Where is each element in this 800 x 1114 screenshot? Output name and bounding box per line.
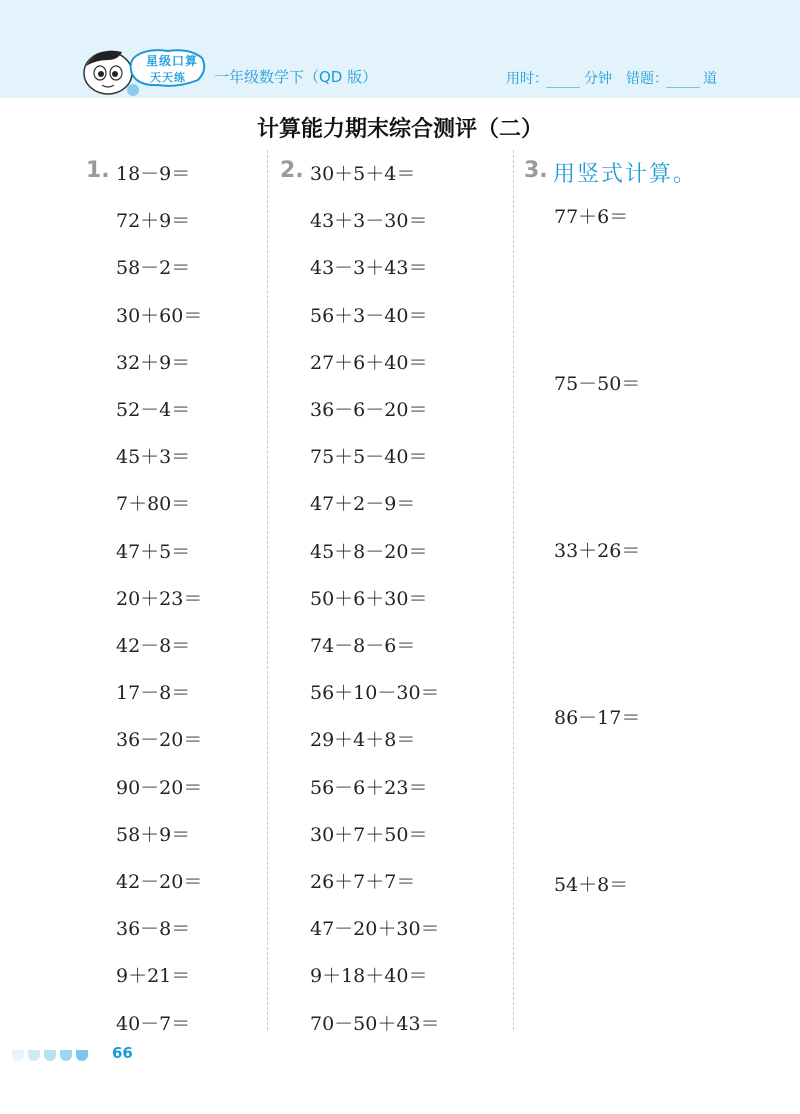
problem-item: 29＋4＋8＝	[310, 729, 416, 752]
problem-item: 50＋6＋30＝	[310, 587, 428, 610]
problem-item: 20＋23＝	[116, 587, 203, 610]
problem-item: 90－20＝	[116, 776, 203, 799]
problem-item: 36－6－20＝	[310, 399, 428, 421]
minutes-label: 分钟	[584, 71, 612, 87]
problem-item: 56－6＋23＝	[310, 776, 428, 799]
section-2-number: 2.	[280, 158, 304, 183]
problem-item: 43－3＋43＝	[310, 257, 428, 280]
problem-item: 42－20＝	[116, 871, 203, 893]
problem-item: 9＋18＋40＝	[310, 965, 428, 988]
time-blank	[546, 87, 580, 88]
problem-item: 43＋3－30＝	[310, 210, 428, 233]
problem-item: 30＋60＝	[116, 304, 203, 327]
section-3-title: 用竖式计算。	[553, 162, 698, 187]
problem-item: 30＋5＋4＝	[310, 163, 416, 185]
problem-item: 70－50＋43＝	[310, 1012, 440, 1035]
problem-item: 47－20＋30＝	[310, 918, 440, 941]
brand-tagline: 天天练	[150, 71, 186, 84]
problem-item: 18－9＝	[116, 163, 191, 185]
problem-item: 17－8＝	[116, 682, 191, 705]
problem-item: 72＋9＝	[116, 210, 191, 233]
problem-item: 40－7＝	[116, 1012, 191, 1035]
column-divider	[513, 150, 514, 1030]
section-1-number: 1.	[86, 158, 110, 183]
problem-item: 36－20＝	[116, 729, 203, 752]
errors-blank	[666, 87, 700, 88]
problem-item: 77＋6＝	[554, 206, 629, 228]
problem-item: 58＋9＝	[116, 823, 191, 846]
problem-item: 47＋5＝	[116, 540, 191, 563]
problem-item: 32＋9＝	[116, 351, 191, 374]
time-label: 用时：	[506, 71, 548, 87]
problem-item: 75－50＝	[554, 373, 641, 395]
count-label: 道	[703, 71, 717, 87]
problem-item: 75＋5－40＝	[310, 446, 428, 469]
problem-item: 54＋8＝	[554, 874, 629, 896]
column-divider	[267, 150, 268, 1030]
problem-item: 58－2＝	[116, 257, 191, 280]
problem-item: 52－4＝	[116, 399, 191, 421]
problem-item: 74－8－6＝	[310, 635, 416, 657]
problem-item: 56＋10－30＝	[310, 682, 440, 705]
page-title: 计算能力期末综合测评（二）	[256, 117, 543, 142]
problem-item: 47＋2－9＝	[310, 493, 416, 516]
errors-label: 错题：	[626, 71, 668, 87]
problem-item: 45＋3＝	[116, 446, 191, 469]
problem-item: 56＋3－40＝	[310, 304, 428, 327]
problem-item: 27＋6＋40＝	[310, 351, 428, 374]
page-number: 66	[112, 1044, 133, 1062]
problem-item: 42－8＝	[116, 635, 191, 657]
subject-label: 一年级数学下（QD 版）	[214, 68, 378, 86]
problem-item: 9＋21＝	[116, 965, 191, 988]
problem-item: 36－8＝	[116, 918, 191, 941]
problem-item: 30＋7＋50＝	[310, 823, 428, 846]
footer-decoration	[12, 1046, 92, 1065]
brand-name: 星级口算	[146, 54, 199, 68]
section-3-number: 3.	[524, 158, 548, 183]
problem-item: 7＋80＝	[116, 493, 191, 516]
problem-item: 33＋26＝	[554, 540, 641, 562]
problem-item: 45＋8－20＝	[310, 540, 428, 563]
problem-item: 26＋7＋7＝	[310, 871, 416, 893]
problem-item: 86－17＝	[554, 707, 641, 729]
